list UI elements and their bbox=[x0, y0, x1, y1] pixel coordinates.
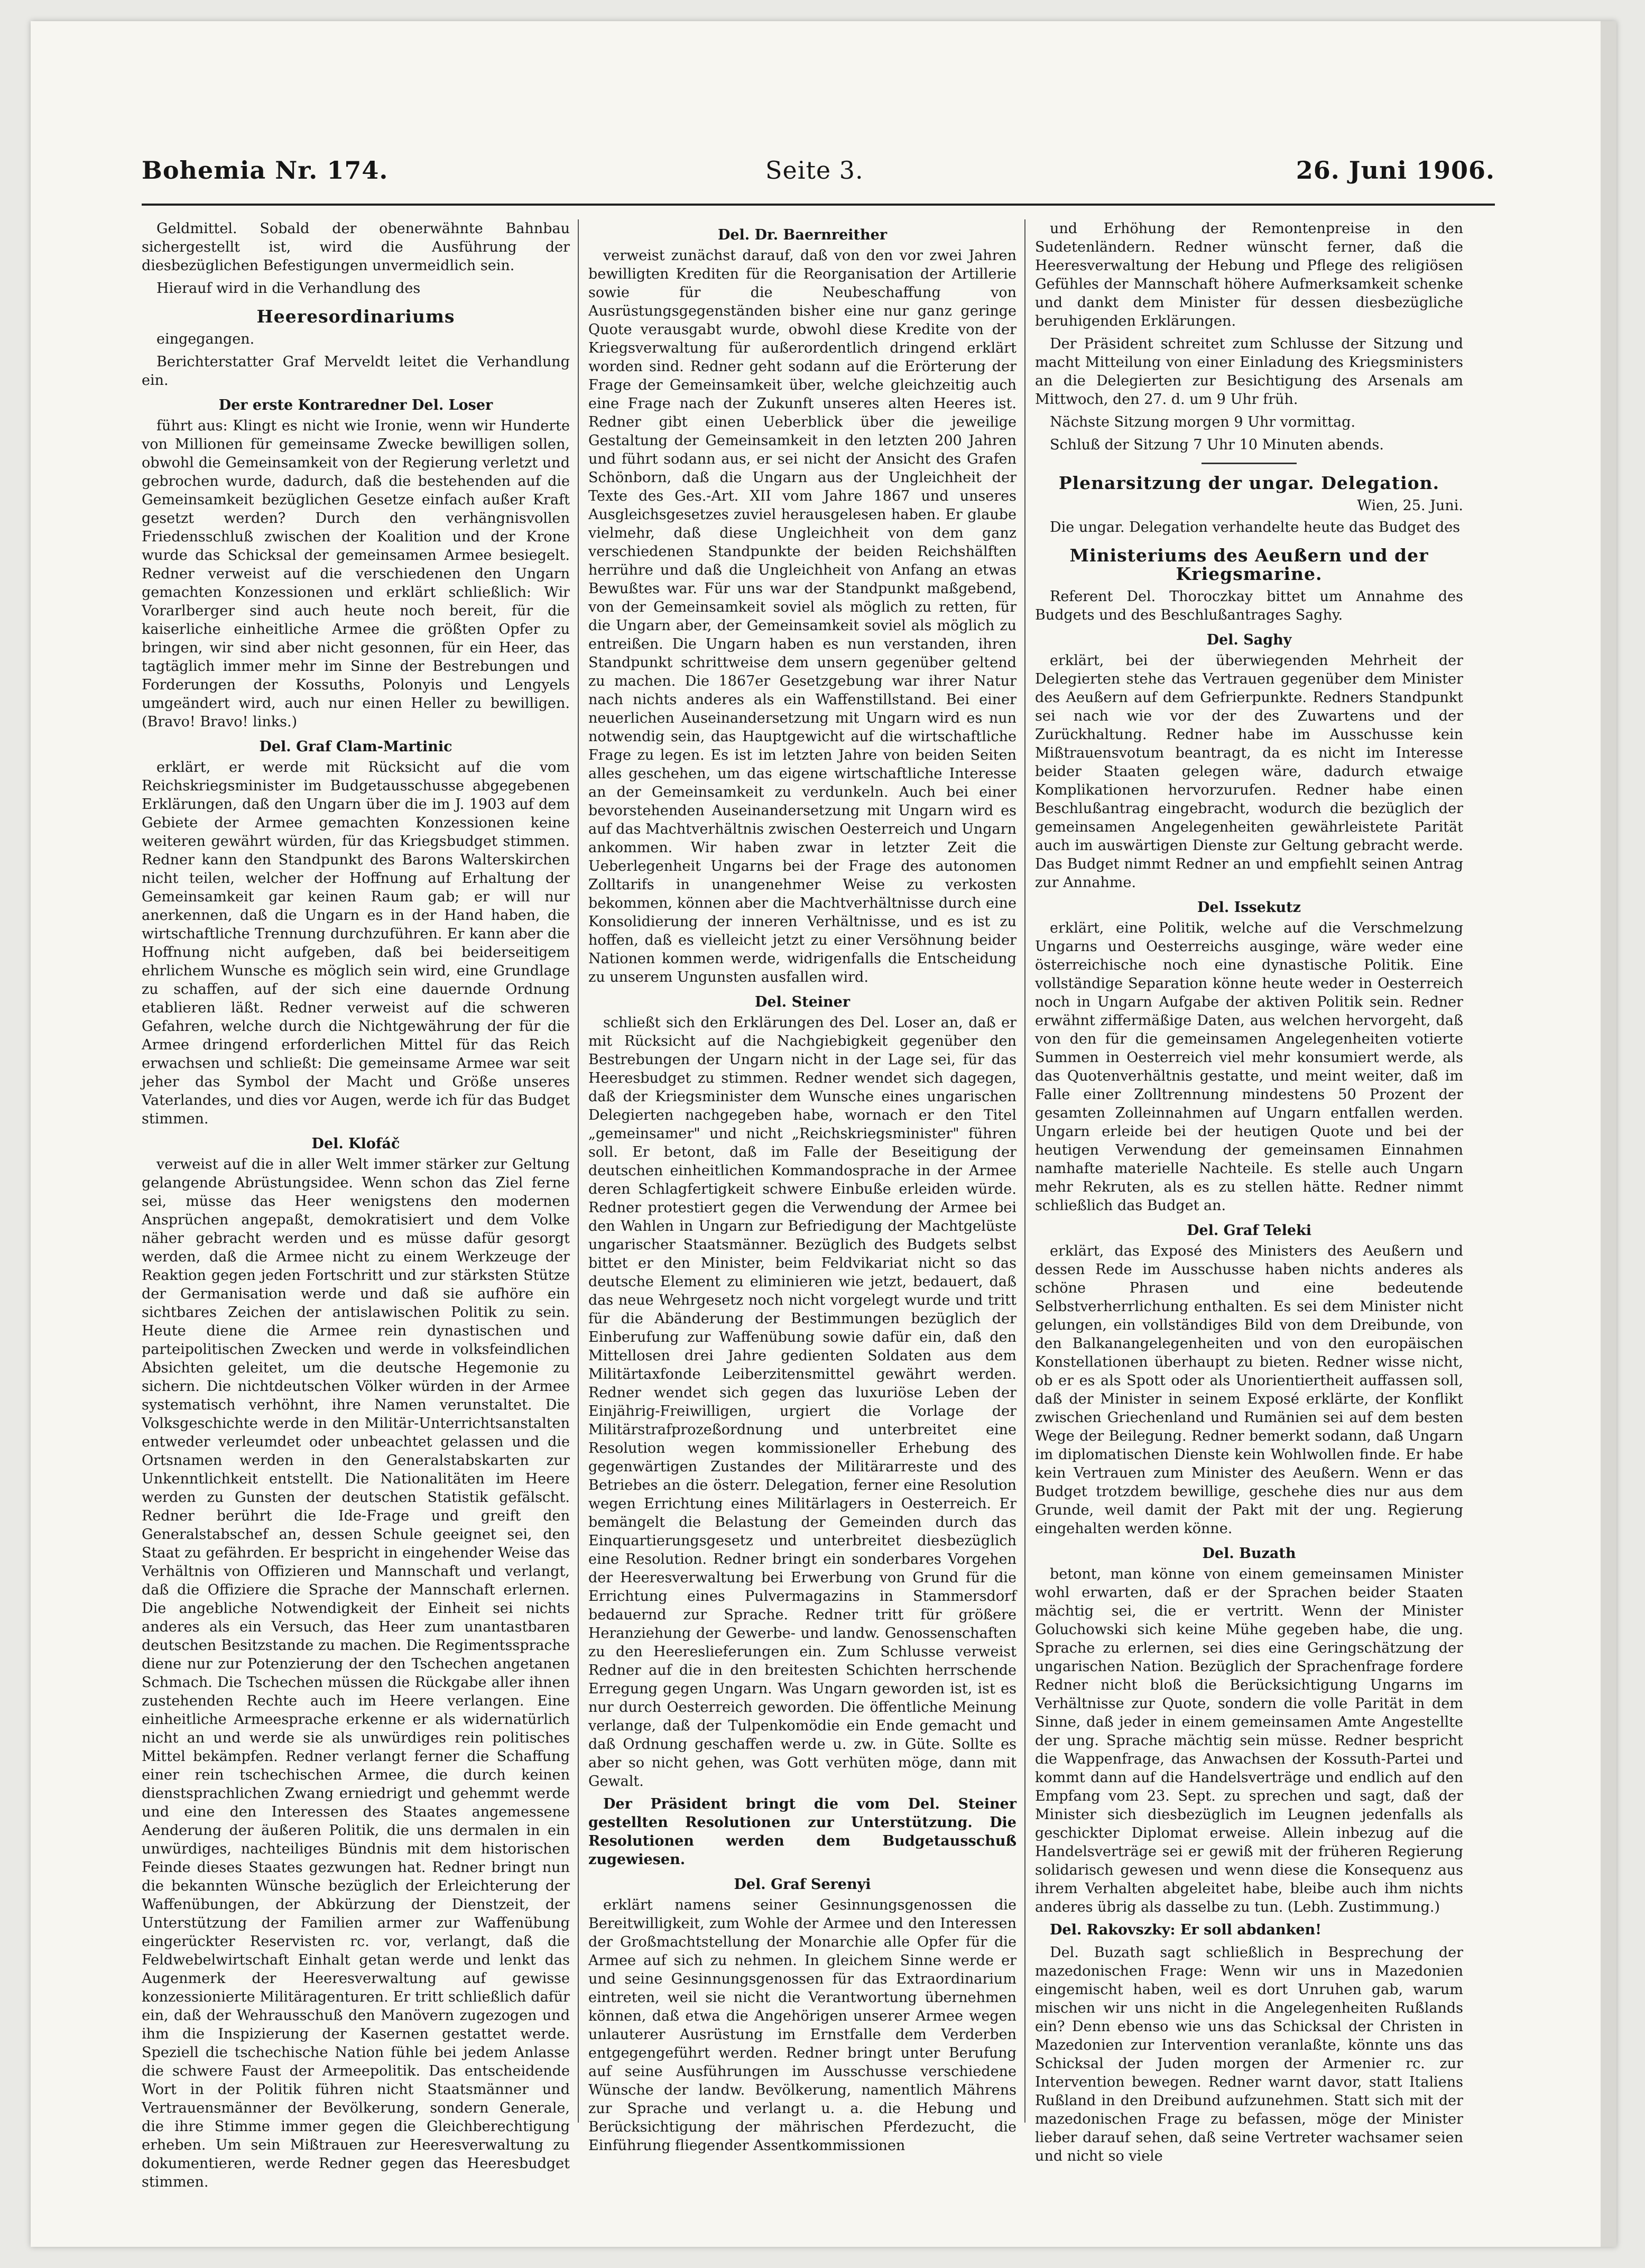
column-1 bbox=[142, 219, 570, 2190]
paragraph: erklärt, er werde mit Rücksicht auf die vom Reichskriegsminister im Budgetausschusse abgegebenen Erklärungen, daß den Ungarn über die im J. 1903 auf dem Gebiete der Armee gemachten Konzessionen keine weiteren gewährt würden, für das Kriegsbudget stimmen. Redner kann den Standpunkt des Barons Walterskirchen nicht teilen, welcher der Hoffnung auf Erhaltung der Gemeinsamkeit gar keinen Raum gab; er will nur anerkennen, daß die Ungarn es in der Hand haben, die wirtschaftliche Trennung durchzuführen. Er kann aber die Hoffnung nicht aufgeben, daß bei beiderseitigem ehrlichem Wunsche es möglich sein wird, eine Grundlage zu schaffen, auf der sich eine dauernde Ordnung etablieren läßt. Redner verweist auf die schweren Gefahren, welche durch die Nichtgewährung der für die Armee dringend erforderlichen Mittel für das Reich erwachsen und schließt: Die gemeinsame Armee war seit jeher das Symbol der Macht und Größe unseres Vaterlandes, und dies vor Augen, werde ich für das Budget stimmen. bbox=[142, 759, 570, 1127]
column-divider-2 bbox=[1024, 219, 1025, 2123]
paragraph: erklärt, das Exposé des Ministers des Aeußern und dessen Rede im Ausschusse haben nichts anderes als schöne Phrasen und eine bedeutende Selbstverherrlichung enthalten. Es sei dem Minister nicht gelungen, ein vollständiges Bild von dem Dreibunde, von den Balkanangelegenheiten und von den europäischen Konstellationen überhaupt zu bieten. Redner wisse nicht, ob er es als Spott oder als Unorientiertheit auffassen soll, daß der Minister in seinem Exposé erklärte, der Konflikt zwischen Griechenland und Rumänien sei auf dem besten Wege der Beilegung. Redner bemerkt sodann, daß Ungarn im diplomatischen Dienste kein Wohlwollen finde. Er habe kein Vertrauen zum Minister des Aeußern. Wenn er das Budget trotzdem bewillige, geschehe dies nur aus dem Grunde, weil damit der Pakt mit der ung. Regierung eingehalten werden könne. bbox=[1035, 1243, 1463, 1537]
paragraph: Schluß der Sitzung 7 Uhr 10 Minuten abends. bbox=[1050, 437, 1384, 453]
speaker-heading: Del. Steiner bbox=[754, 994, 851, 1010]
paragraph: Nächste Sitzung morgen 9 Uhr vormittag. bbox=[1050, 414, 1356, 430]
paragraph: Referent Del. Thoroczkay bittet um Annahme des Budgets und des Beschlußantrages Saghy. bbox=[1035, 588, 1463, 623]
speaker-heading: Del. Dr. Baernreither bbox=[717, 227, 888, 243]
paragraph: Der Präsident schreitet zum Schlusse der Sitzung und macht Mitteilung von einer Einladung des Kriegsministers an die Delegierten zur Besichtigung des Arsenals am Mittwoch, den 27. d. um 9 Uhr früh. bbox=[1035, 336, 1463, 408]
paragraph: schließt sich den Erklärungen des Del. Loser an, daß er mit Rücksicht auf die Nachgiebigkeit gegenüber den Bestrebungen der Ungarn nicht in der Lage sei, für das Heeresbudget zu stimmen. Redner wendet sich dagegen, daß der Kriegsminister dem Wunsche eines ungarischen Delegierten nachgegeben habe, wornach er den Titel „gemeinsamer" und nicht „Reichskriegsminister" führen soll. Er betont, daß im Falle der Beseitigung der deutschen einheitlichen Kommandosprache in der Armee deren Schlagfertigkeit schwere Einbuße erleiden würde. Redner protestiert gegen die Verwendung der Armee bei den Wahlen in Ungarn zur Befriedigung der Machtgelüste ungarischer Staatsmänner. Bezüglich des Budgets selbst bittet er den Minister, beim Feldvikariat nicht so das deutsche Element zu eliminieren wie jetzt, bedauert, daß das neue Wehrgesetz noch nicht vorgelegt wurde und tritt für die Abänderung der Bestimmungen bezüglich der Einberufung zur Waffenübung sowie dafür ein, daß den Mittellosen drei Jahre gedienten Soldaten aus dem Militärtaxfonde Leiberzitensmittel gewährt werden. Redner wendet sich gegen das luxuriöse Leben der Einjährig-Freiwilligen, urgiert die Vorlage der Militärstrafprozeßordnung und unterbreitet eine Resolution wegen kommissioneller Erhebung des gegenwärtigen Zustandes der Militärarreste und des Betriebes an die österr. Delegation, ferner eine Resolution wegen Errichtung eines Militärlagers in Oesterreich. Er bemängelt die Belastung der Gemeinden durch das Einquartierungsgesetz und unterbreitet diesbezüglich eine Resolution. Redner bringt ein sonderbares Vorgehen der Heeresverwaltung bei Erwerbung von Grund für die Errichtung eines Pulvermagazins in Stammersdorf bedauernd zur Sprache. Redner tritt für größere Heranziehung der Gewerbe- und landw. Genossenschaften zu den Heereslieferungen ein. Zum Schlusse verweist Redner auf die in den breitesten Schichten herrschende Erregung gegen Ungarn. Was Ungarn geworden ist, ist es nur durch Oesterreich geworden. Die öffentliche Meinung verlange, daß der Tulpenkomödie ein Ende gemacht und daß Ordnung geschaffen werde u. zw. in Güte. Sollte es aber so nicht gehen, was Gott verhüten möge, dann mit Gewalt. bbox=[588, 1015, 1016, 1790]
paragraph: führt aus: Klingt es nicht wie Ironie, wenn wir Hunderte von Millionen für gemeinsame Zwecke bewilligen sollen, obwohl die Gemeinsamkeit von der Regierung verletzt und gebrochen wurde, dadurch, daß die bestehenden auf die Gemeinsamkeit bezüglichen Gesetze einfach außer Kraft gesetzt werden? Durch den verhängnisvollen Friedensschluß zwischen der Koalition und der Krone wurde das Schicksal der gemeinsamen Armee besiegelt. Redner verweist auf die verschiedenen den Ungarn gemachten Konzessionen und erklärt schließlich: Wir Vorarlberger sind auch heute noch bereit, für die kaiserliche einheitliche Armee die größten Opfer zu bringen, wir sind aber nicht gesonnen, für ein Heer, das tagtäglich immer mehr im Sinne der Bestrebungen und Forderungen der Kossuths, Polonyis und Lengyels umgeändert wird, auch nur einen Heller zu bewilligen. (Bravo! Bravo! links.) bbox=[142, 418, 570, 730]
publication-date: 26. Juni 1906. bbox=[1296, 156, 1495, 185]
newspaper-page bbox=[31, 21, 1616, 2247]
header-rule bbox=[142, 204, 1495, 206]
speaker-heading: Del. Graf Clam-Martinic bbox=[259, 739, 452, 755]
page-header bbox=[142, 156, 1495, 198]
paragraph: Berichterstatter Graf Merveldt leitet die Verhandlung ein. bbox=[142, 354, 570, 389]
paragraph: erklärt namens seiner Gesinnungsgenossen die Bereitwilligkeit, zum Wohle der Armee und den Interessen der Großmachtstellung der Monarchie alle Opfer für die Armee auf sich zu nehmen. In gleichem Sinne werde er und seine Gesinnungsgenossen für das Extraordinarium eintreten, weil sie nicht die Verantwortung übernehmen können, daß etwa die Angehörigen unserer Armee wegen unlauterer Ausrüstung im Ernstfalle dem Verderben entgegengeführt werden. Redner bringt unter Berufung auf seine Ausführungen im Ausschusse verschiedene Wünsche der landw. Bevölkerung, namentlich Mährens zur Sprache und verlangt u. a. die Hebung und Berücksichtigung der mährischen Pferdezucht, die Einführung fliegender Assentkommissionen bbox=[588, 1897, 1016, 2154]
speaker-heading: Del. Graf Teleki bbox=[1186, 1222, 1311, 1239]
speaker-heading: Der erste Kontraredner Del. Loser bbox=[218, 397, 493, 413]
speaker-heading: Del. Graf Serenyi bbox=[734, 1876, 871, 1893]
page-number: Seite 3. bbox=[765, 156, 864, 185]
paragraph: Del. Rakovszky: Er soll abdanken! bbox=[1050, 1922, 1321, 1938]
speaker-heading: Del. Klofáč bbox=[311, 1136, 400, 1152]
column-3 bbox=[1035, 219, 1463, 2164]
paragraph: Die ungar. Delegation verhandelte heute das Budget des bbox=[1050, 519, 1461, 536]
speaker-heading: Del. Buzath bbox=[1202, 1545, 1296, 1562]
scan-edge bbox=[1601, 21, 1616, 2247]
speaker-heading: Del. Saghy bbox=[1206, 632, 1292, 648]
newspaper-issue: Bohemia Nr. 174. bbox=[142, 156, 389, 185]
paragraph: erklärt, eine Politik, welche auf die Verschmelzung Ungarns und Oesterreichs ausginge, wäre weder eine österreichische noch eine dynastische Politik. Eine vollständige Separation könne heute weder in Oesterreich noch in Ungarn Aufgabe der aktiven Politik sein. Redner erwähnt ziffermäßige Daten, aus welchen hervorgeht, daß von den für die gemeinsamen Angelegenheiten votierte Summen in Oesterreich viel mehr konsumiert werde, als das Quotenverhältnis gestatte, und meint weiter, daß im Falle einer Zolltrennung mindestens 50 Prozent der gesamten Zolleinnahmen auf Ungarn entfallen werden. Ungarn erleide bei der heutigen Quote und bei der heutigen Verwendung der gemeinsamen Einnahmen namhafte materielle Nachteile. Es stelle auch Ungarn mehr Rekruten, als es zu stellen hätte. Redner nimmt schließlich das Budget an. bbox=[1035, 920, 1463, 1214]
paragraph: Del. Buzath sagt schließlich in Besprechung der mazedonischen Frage: Wenn wir uns in Mazedonien eingemischt haben, weil es dort Unruhen gab, warum mischen wir uns nicht in die Angelegenheiten Rußlands ein? Denn ebenso wie uns das Schicksal der Christen in Mazedonien zur Intervention veranlaßte, könnte uns das Schicksal der Juden morgen der Armenier rc. zur Intervention bewegen. Redner warnt davor, statt Italiens Rußland in den Dreibund aufzunehmen. Statt sich mit der mazedonischen Frage zu befassen, möge der Minister lieber darauf sehen, daß seine Vertreter wachsamer seien und nicht so viele bbox=[1035, 1944, 1463, 2164]
column-2 bbox=[588, 219, 1016, 2154]
section-heading: Ministeriums des Aeußern und der Kriegsmarine. bbox=[1069, 545, 1429, 584]
paragraph: erklärt, bei der überwiegenden Mehrheit der Delegierten stehe das Vertrauen gegenüber dem Minister des Aeußern auf dem Gefrierpunkte. Redners Standpunkt sei nach wie vor der des Zuwartens und der Zurückhaltung. Redner habe im Ausschusse kein Mißtrauensvotum beantragt, da es nicht im Interesse beider Staaten gelegen wäre, dadurch etwaige Komplikationen hervorzurufen. Redner habe einen Beschlußantrag eingebracht, wodurch die bezüglich der gemeinsamen Angelegenheiten gewährleistete Parität auch im auswärtigen Dienste zur Geltung gebracht werde. Das Budget nimmt Redner an und empfiehlt seinen Antrag zur Annahme. bbox=[1035, 652, 1463, 891]
paragraph: verweist auf die in aller Welt immer stärker zur Geltung gelangende Abrüstungsidee. Wenn schon das Ziel ferne sei, müsse das Heer wenigstens den modernen Ansprüchen angepaßt, demokratisiert und dem Volke näher gebracht werden und es müsse dafür gesorgt werden, daß die Armee nicht zu einem Werkzeuge der Reaktion gegen jeden Fortschritt und zur stärksten Stütze der Germanisation werde und daß sie aufhöre ein sichtbares Zeichen der antislawischen Politik zu sein. Heute diene die Armee rein dynastischen und parteipolitischen Zwecken und werde in volksfeindlichen Absichten geleitet, um die deutsche Hegemonie zu sichern. Die nichtdeutschen Völker würden in der Armee systematisch verhöhnt, ihre Namen verunstaltet. Die Volksgeschichte werde in den Militär-Unterrichtsanstalten entweder verleumdet oder unbeachtet gelassen und die Ortsnamen werden in den Generalstabskarten zur Unkenntlichkeit entstellt. Die Nationalitäten im Heere werden zu Gunsten der deutschen Statistik gefälscht. Redner berührt die Ide-Frage und greift den Generalstabschef an, dessen Schule geeignet sei, den Staat zu gefährden. Er bespricht in eingehender Weise das Verhältnis von Offizieren und Mannschaft und verlangt, daß die Offiziere die Sprache der Mannschaft erlernen. Die angebliche Notwendigkeit der Einheit sei nichts anderes als ein Versuch, das Heer zum unantastbaren deutschen Besitzstande zu machen. Die Regimentssprache diene nur zur Potenzierung der den Tschechen angetanen Schmach. Die Tschechen müssen die Rückgabe aller ihnen zustehenden Rechte auch im Heere verlangen. Eine einheitliche Armeesprache erkenne er als widernatürlich nicht an und werde sie als unwürdiges rein politisches Mittel bekämpfen. Redner verlangt ferner die Schaffung einer rein tschechischen Armee, die durch keinen dienstsprachlichen Zwang erniedrigt und gehemmt werde und eine den Interessen des Staates angemessene Aenderung der äußeren Politik, die uns dermalen in ein unwürdiges, nachteiliges Bündnis mit dem historischen Feinde dieses Staates gezwungen hat. Redner bringt nun die bekannten Wünsche bezüglich der Erleichterung der Waffenübungen, der Abkürzung der Dienstzeit, der Unterstützung der Familien armer zur Waffenübung eingerückter Reservisten rc. vor, verlangt, daß die Feldwebelwirtschaft Einhalt getan werde und lenkt das Augenmerk der Heeresverwaltung auf gewisse konzessionierte Militäragenturen. Er tritt schließlich dafür ein, daß der Wehrausschuß den Manövern zugezogen und ihm die Inspizierung der Kasernen gestattet werde. Speziell die tschechische Nation fühle bei jedem Anlasse die schwere Faust der Armeepolitik. Das entscheidende Wort in der Politik führen nicht Staatsmänner und Vertrauensmänner der Bevölkerung, sondern Generale, die ihre Stimme immer gegen die Gleichberechtigung erheben. Um sein Mißtrauen zur Heeresverwaltung zu dokumentieren, werde Redner gegen das Heeresbudget stimmen. bbox=[142, 1156, 570, 2190]
section-heading: Plenarsitzung der ungar. Delegation. bbox=[1058, 473, 1440, 493]
paragraph: Hierauf wird in die Verhandlung des bbox=[156, 280, 421, 297]
paragraph: und Erhöhung der Remontenpreise in den Sudetenländern. Redner wünscht ferner, daß die Heeresverwaltung der Hebung und Pflege des religiösen Gefühles der Mannschaft höhere Aufmerksamkeit schenke und dankt dem Minister für dessen diesbezügliche beruhigenden Erklärungen. bbox=[1035, 220, 1463, 329]
speaker-heading: Del. Issekutz bbox=[1197, 899, 1301, 916]
dateline: Wien, 25. Juni. bbox=[1357, 497, 1463, 514]
paragraph: eingegangen. bbox=[156, 331, 255, 347]
paragraph: betont, man könne von einem gemeinsamen Minister wohl erwarten, daß er der Sprachen beider Staaten mächtig sei, die er vertritt. Wenn der Minister Goluchowski sich keine Mühe gegeben habe, die ung. Sprache zu erlernen, sei dies eine Geringschätzung der ungarischen Nation. Bezüglich der Sprachenfrage fordere Redner nicht bloß die Berücksichtigung Ungarns im Verhältnisse zur Quote, sondern die volle Parität in dem Sinne, daß jeder in einem gemeinsamen Amte Angestellte der ung. Sprache mächtig sein müsse. Redner bespricht die Wappenfrage, das Anwachsen der Kossuth-Partei und kommt dann auf die Handelsverträge und endlich auf den Empfang vom 23. Sept. zu sprechen und sagt, daß der Minister sich diesbezüglich im Leugnen jedenfalls als geschickter Diplomat erweise. Allein inbezug auf die Handelsverträge sei er gewiß mit der früheren Regierung solidarisch gewesen und wenn diese die Konsequenz aus ihrem Verhalten abgeleitet habe, bleibe auch ihm nichts anderes übrig als dasselbe zu tun. (Lebh. Zustimmung.) bbox=[1035, 1566, 1463, 1915]
paragraph: verweist zunächst darauf, daß von den vor zwei Jahren bewilligten Krediten für die Reorganisation der Artillerie sowie für die Neubeschaffung von Ausrüstungsgegenständen bisher eine nur ganz geringe Quote verausgabt wurde, obwohl diese Kredite von der Kriegsverwaltung für außerordentlich dringend erklärt worden sind. Redner geht sodann auf die Erörterung der Frage der Gemeinsamkeit über, welche gleichzeitig auch eine Frage nach der Zukunft unseres alten Heeres ist. Redner gibt einen Ueberblick über die jeweilige Gestaltung der Gemeinsamkeit in den letzten 200 Jahren und führt sodann aus, er sei nicht der Ansicht des Grafen Schönborn, daß die Ungarn aus der Ungleichheit der Texte des Ges.-Art. XII vom Jahre 1867 und unseres Ausgleichsgesetzes zuviel herausgelesen haben. Er glaube vielmehr, daß diese Ungleichheit von dem ganz verschiedenen Standpunkte der beiden Reichshälften herrühre und daß die Ungleichheit von Anfang an etwas Bewußtes war. Für uns war der Standpunkt maßgebend, von der Gemeinsamkeit soviel als möglich zu retten, für die Ungarn aber, der Gemeinsamkeit soviel als möglich zu entreißen. Die Ungarn haben es nun verstanden, ihren Standpunkt schrittweise dem unsern gegenüber geltend zu machen. Die 1867er Gesetzgebung war ihrer Natur nach nichts anderes als ein Waffenstillstand. Bei einer neuerlichen Auseinandersetzung mit Ungarn wird es nun notwendig sein, das Hauptgewicht auf die wirtschaftliche Frage zu legen. Es ist im letzten Jahre von beiden Seiten alles geschehen, um das eigene wirtschaftliche Interesse an der Gemeinsamkeit zu verdunkeln. Auch bei einer bevorstehenden Auseinandersetzung mit Ungarn wird es auf das Machtverhältnis zwischen Oesterreich und Ungarn ankommen. Wir haben zwar in letzter Zeit die Ueberlegenheit Ungarns bei der Frage des autonomen Zolltarifs in unangenehmer Weise zu verkosten bekommen, können aber die Machtverhältnisse durch eine Konsolidierung der inneren Verhältnisse, und es ist zu hoffen, daß es vielleicht jetzt zu einer Versöhnung beider Nationen kommen werde, widrigenfalls die Entscheidung zu unserem Ungunsten ausfallen wird. bbox=[588, 247, 1016, 985]
column-divider-1 bbox=[578, 219, 579, 2123]
paragraph: Geldmittel. Sobald der obenerwähnte Bahnbau sichergestellt ist, wird die Ausführung der diesbezüglichen Befestigungen unvermeidlich sein. bbox=[142, 220, 570, 274]
divider-rule bbox=[1202, 463, 1297, 464]
section-heading: Heeresordinariums bbox=[256, 306, 455, 327]
paragraph: Der Präsident bringt die vom Del. Steiner gestellten Resolutionen zur Unterstützung. Die Resolutionen werden dem Budgetausschuß zugewiesen. bbox=[588, 1796, 1016, 1868]
